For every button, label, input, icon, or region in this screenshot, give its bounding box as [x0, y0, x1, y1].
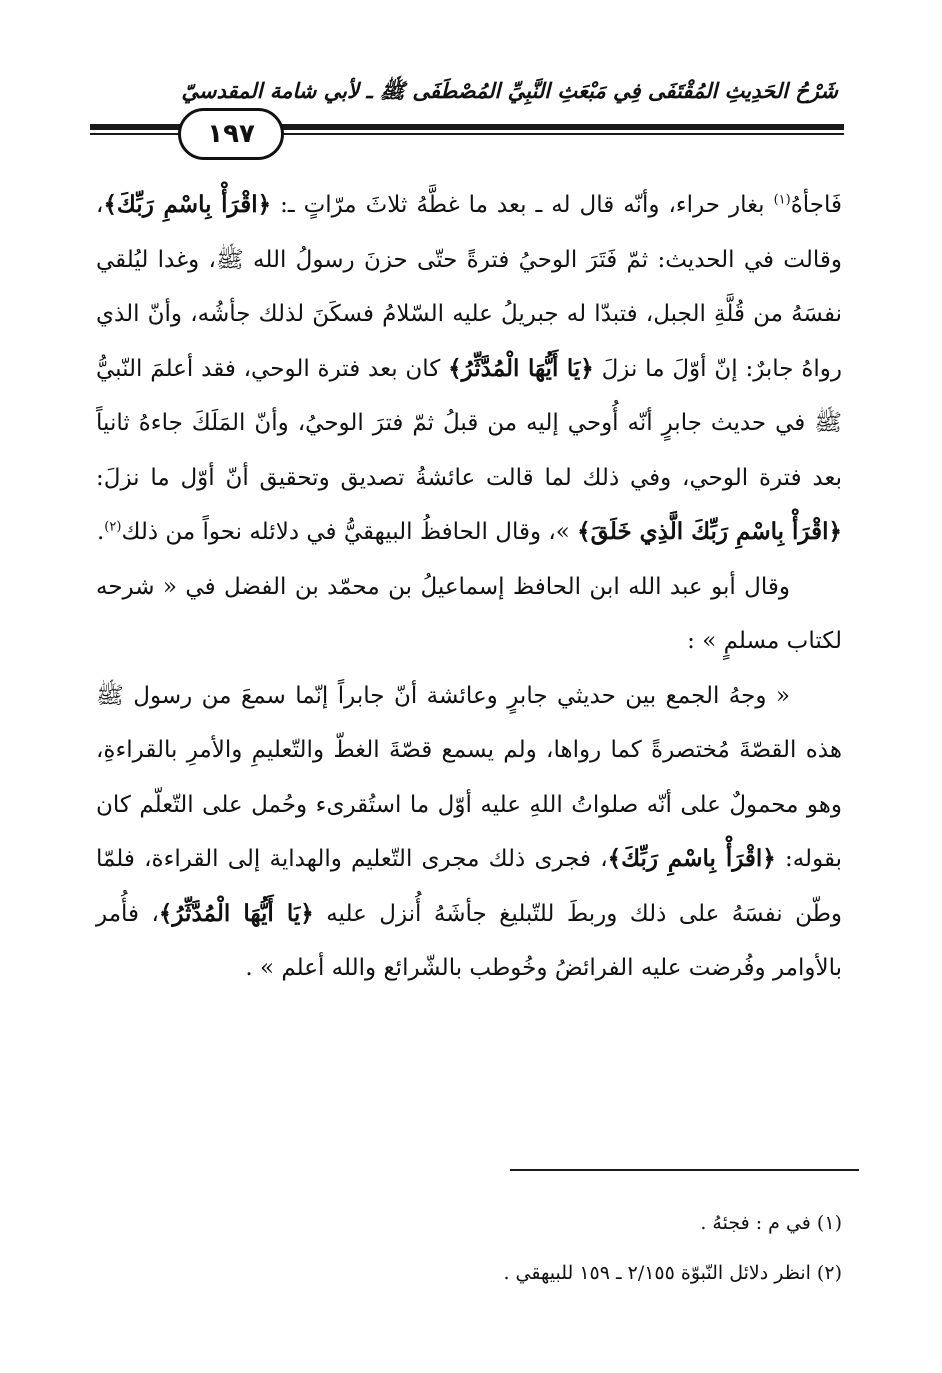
footnote-marker-2[interactable]: (٢)	[104, 519, 122, 535]
text-run: فَاجأهُ	[790, 192, 842, 218]
paragraph-1	[96, 178, 842, 560]
page-number: ١٩٧	[178, 108, 284, 160]
quran-verse: ﴿اقْرَأْ بِاسْمِ رَبِّكَ الَّذِي خَلَقَ﴾	[577, 518, 842, 545]
text-run: بغار حراء، وأنّه قال له ـ بعد ما غطَّهُ ثلاثَ مرّاتٍ ـ:	[271, 192, 774, 218]
text-run: »، وقال الحافظُ البيهقيُّ في دلائله نحواً من ذلك	[121, 519, 578, 545]
text-run: « وجهُ الجمع بين حديثي جابرٍ وعائشة أنّ جابراً إنّما سمعَ من رسول ﷺ هذه القصّةَ مُختصرةً كما رواها، ولم يسمع قصّةَ الغطّ والتّعليمِ والأمرِ بالقراءةِ، وهو محمولٌ على أنّه صلواتُ اللهِ عليه أوّل ما استُقرىء وحُمل على التّعلّم كان بقوله:	[96, 682, 842, 872]
paragraph-3	[96, 669, 842, 996]
quran-verse: ﴿اقْرَأْ بِاسْمِ رَبِّكَ﴾	[103, 191, 272, 218]
quran-verse: ﴿اقْرَأْ بِاسْمِ رَبِّكَ﴾	[607, 845, 776, 872]
footnotes	[96, 1198, 842, 1298]
main-text	[96, 178, 842, 996]
footnote-separator	[510, 1169, 859, 1171]
paragraph-2: وقال أبو عبد الله ابن الحافظ إسماعيلُ بن محمّد بن الفضل في « شرحه لكتاب مسلمٍ » :	[96, 573, 842, 654]
running-title: شَرْحُ الحَدِيثِ المُقْتَفَى فِي مَبْعَثِ النَّبِيِّ المُصْطَفَى ﷺ ـ لأبي شامة المقدسيّ	[181, 78, 838, 103]
footnote-1: (١) في م : فجئهُ .	[700, 1212, 842, 1234]
footnote-marker-1[interactable]: (١)	[773, 192, 791, 208]
text-run: كان بعد فترة الوحي، فقد أعلمَ النّبيُّ ﷺ في حديث جابرٍ أنّه أُوحي إليه من قبلُ ثمّ فترَ الوحيُ، وأنّ المَلَكَ جاءهُ ثانياً بعد فترة الوحي، وفي ذلك لما قالت عائشةُ تصديق وتحقيق أنّ أوّل ما نزلَ:	[96, 355, 842, 491]
text-run: ، فجرى ذلك مجرى التّعليم والهداية إلى القراءة، فلمّا وطّن نفسَهُ على ذلك وربطَ للتّبليغ جأشَهُ أُنزل عليه	[96, 846, 843, 927]
text-run: ، فأُمر بالأوامر وفُرضت عليه الفرائضُ وخُوطب بالشّرائع والله أعلم » .	[96, 900, 842, 981]
quran-verse: ﴿يَا أَيُّهَا الْمُدَّثِّرُ﴾	[448, 354, 594, 382]
quran-verse: ﴿يَا أَيُّهَا الْمُدَّثِّرُ﴾	[158, 899, 314, 927]
text-run: .	[96, 519, 105, 545]
text-run: ، وقالت في الحديث: ثمّ فَتَرَ الوحيُ فترةً حتّى حزنَ رسولُ الله ﷺ، وغدا ليُلقي نفسَهُ من قُلَّةِ الجبل، فتبدّا له جبريلُ عليه السّلامُ فسكَنَ لذلك جأشُه، وأنّ الذي رواهُ جابرٌ: إنّ أوّلَ ما نزلَ	[96, 192, 842, 382]
footnote-2: (٢) انظر دلائل النّبوّة ٢/١٥٥ ـ ١٥٩ للبيهقي .	[503, 1262, 842, 1284]
